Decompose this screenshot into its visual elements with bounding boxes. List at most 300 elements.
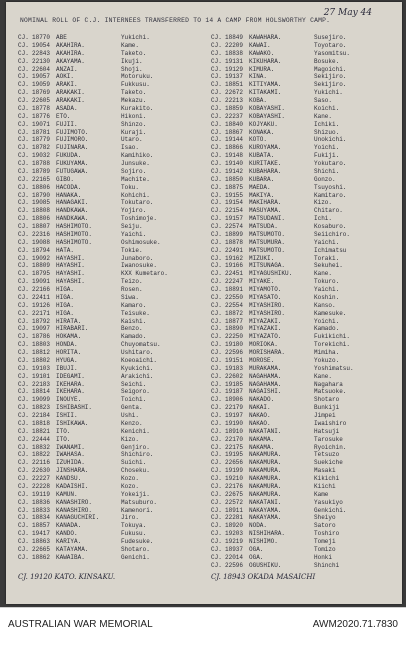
entry-number: 22014 <box>225 553 244 561</box>
entry-prefix: CJ. <box>211 215 222 223</box>
roll-entry <box>211 475 401 483</box>
roll-entry <box>18 396 208 404</box>
entry-number: 18862 <box>32 553 51 561</box>
entry-prefix: CJ. <box>211 325 222 333</box>
entry-number: 18863 <box>32 538 51 545</box>
entry-prefix: CJ. <box>211 482 222 490</box>
roll-entry <box>18 58 208 66</box>
entry-number: 22665 <box>32 545 51 553</box>
entry-prefix: CJ. <box>18 278 29 286</box>
entry-surname: OGUSHIKU. <box>249 561 282 569</box>
roll-entry <box>18 144 208 152</box>
entry-given-name: Ichimatsu <box>314 246 347 254</box>
entry-number: 18808 <box>32 207 51 215</box>
entry-number: 18778 <box>32 104 51 112</box>
roll-entry <box>18 199 208 207</box>
entry-given-name: Susejiro. <box>314 34 347 41</box>
roll-entry <box>211 286 401 294</box>
roll-entry <box>18 428 208 436</box>
entry-number: 18809 <box>32 262 51 270</box>
entry-prefix: CJ. <box>211 490 222 498</box>
entry-surname: HIGA. <box>56 286 75 293</box>
entry-given-name: Kane. <box>314 372 333 380</box>
entry-number: 19071 <box>32 120 51 128</box>
entry-given-name: Kurakito. <box>121 104 154 112</box>
entry-surname: KANASHIRO. <box>56 506 93 514</box>
roll-entry <box>18 168 208 176</box>
roll-entry <box>18 499 208 507</box>
entry-prefix: CJ. <box>18 144 29 152</box>
entry-number: 19091 <box>32 278 51 286</box>
entry-number: 19199 <box>225 467 244 475</box>
roll-entry <box>211 129 401 137</box>
entry-surname: IWANAMI. <box>56 443 85 451</box>
entry-surname: NAKAMA. <box>249 443 275 451</box>
entry-given-name: Kamesuke. <box>314 309 347 317</box>
entry-surname: HANDKAWA. <box>56 207 89 215</box>
entry-prefix: CJ. <box>211 419 222 427</box>
entry-number: 22171 <box>32 309 51 317</box>
entry-given-name: Kyukichi. <box>121 364 154 372</box>
entry-surname: HAYASHI. <box>56 262 85 270</box>
entry-surname: KOBA. <box>249 97 268 104</box>
entry-prefix: CJ. <box>211 246 222 254</box>
entry-given-name: Kamenori. <box>121 506 154 514</box>
entry-surname: KITIYAMA. <box>249 81 282 89</box>
entry-prefix: CJ. <box>18 419 29 427</box>
entry-prefix: CJ. <box>211 404 222 412</box>
roll-entry <box>211 176 401 184</box>
entry-given-name: Kaishi. <box>121 317 147 325</box>
entry-number: 22179 <box>225 404 244 412</box>
entry-surname: NAKADO. <box>249 396 275 404</box>
entry-prefix: CJ. <box>18 238 29 246</box>
entry-surname: MIYAZAKI. <box>249 317 282 325</box>
roll-entry <box>211 499 401 507</box>
entry-number: 19144 <box>225 136 244 144</box>
entry-number: 18769 <box>32 89 51 97</box>
entry-surname: NAKAMURA. <box>249 451 282 459</box>
entry-given-name: Tokuya. <box>121 522 147 530</box>
entry-surname: NAKAYAMA. <box>249 506 282 514</box>
entry-given-name: Koshin. <box>314 293 340 301</box>
entry-prefix: CJ. <box>211 364 222 372</box>
entry-surname: MAKIYA. <box>249 191 275 199</box>
entry-given-name: Kizo. <box>314 199 333 207</box>
entry-given-name: Ichi. <box>314 215 333 223</box>
entry-given-name: Fukkusu. <box>121 81 150 89</box>
entry-given-name: Unokichi. <box>314 136 347 144</box>
entry-number: 18803 <box>32 341 51 349</box>
entry-surname: KANADA. <box>56 522 82 530</box>
entry-given-name: Sekijiro. <box>314 81 347 89</box>
entry-number: 22316 <box>32 230 51 238</box>
entry-number: 19131 <box>225 57 244 65</box>
entry-number: 18875 <box>225 183 244 191</box>
roll-entry <box>211 530 401 538</box>
entry-given-name: Mekazu. <box>121 97 147 104</box>
roll-entry <box>18 475 208 483</box>
entry-number: 19119 <box>32 490 51 498</box>
entry-prefix: CJ. <box>18 522 29 530</box>
entry-surname: FUJIMORO. <box>56 136 89 144</box>
roll-entry <box>211 270 401 278</box>
entry-prefix: CJ. <box>18 81 29 89</box>
entry-prefix: CJ. <box>211 128 222 136</box>
roll-entry <box>211 184 401 192</box>
entry-prefix: CJ. <box>211 356 222 364</box>
entry-given-name: Kame <box>314 490 329 498</box>
entry-given-name: Kikichi <box>314 475 340 482</box>
entry-prefix: CJ. <box>18 333 29 341</box>
roll-entry <box>18 121 208 129</box>
entry-number: 19155 <box>225 191 244 199</box>
roll-entry <box>211 121 401 129</box>
roll-entry <box>18 357 208 365</box>
entry-surname: HIGA. <box>56 309 75 317</box>
entry-given-name: Isao. <box>121 144 140 152</box>
entry-number: 22604 <box>32 65 51 73</box>
roll-entry <box>18 310 208 318</box>
entry-number: 19187 <box>225 388 244 396</box>
entry-surname: HYUGA. <box>56 356 78 364</box>
roll-entry <box>211 514 401 522</box>
entry-surname: HAYASHI. <box>56 254 85 262</box>
entry-given-name: Sekijiro. <box>314 73 347 81</box>
entry-prefix: CJ. <box>18 223 29 230</box>
entry-prefix: CJ. <box>18 538 29 545</box>
entry-prefix: CJ. <box>211 467 222 475</box>
roll-entry <box>211 239 401 247</box>
roll-entry <box>18 239 208 247</box>
entry-surname: ARAKAKI. <box>56 97 85 104</box>
entry-surname: KURITAKE. <box>249 160 282 167</box>
entry-prefix: CJ. <box>18 356 29 364</box>
entry-prefix: CJ. <box>18 65 29 73</box>
entry-given-name: Tokie. <box>121 246 143 254</box>
entry-prefix: CJ. <box>211 270 222 278</box>
roll-entry <box>211 381 401 389</box>
entry-surname: KUROYAMA. <box>249 144 282 152</box>
entry-prefix: CJ. <box>18 262 29 270</box>
entry-number: 18849 <box>225 34 244 41</box>
entry-number: 18781 <box>32 128 51 136</box>
entry-prefix: CJ. <box>18 451 29 459</box>
entry-number: 18814 <box>32 388 51 396</box>
entry-surname: NAKAMURA. <box>249 467 282 475</box>
entry-given-name: Kenzo. <box>121 419 143 427</box>
entry-prefix: CJ. <box>211 41 222 49</box>
roll-entry <box>18 420 208 428</box>
entry-given-name: Hikoni. <box>121 112 147 120</box>
roll-entry <box>211 467 401 475</box>
entry-number: 22605 <box>32 97 51 104</box>
entry-given-name: Kiichi <box>314 482 336 490</box>
entry-prefix: CJ. <box>18 506 29 514</box>
handwritten-entry-left: CJ. 19120 KATO. KINSAKU. <box>18 573 116 581</box>
entry-surname: NAGAHAMA. <box>249 372 282 380</box>
entry-prefix: CJ. <box>18 301 29 309</box>
entry-prefix: CJ. <box>18 380 29 388</box>
roll-entry <box>18 554 208 562</box>
entry-number: 19157 <box>225 215 244 223</box>
entry-number: 19092 <box>32 254 51 262</box>
roll-entry <box>211 522 401 530</box>
roll-entry <box>211 373 401 381</box>
entry-given-name: Koeoaichi. <box>121 356 158 364</box>
entry-prefix: CJ. <box>211 254 222 262</box>
entry-given-name: Torekichi. <box>314 341 351 349</box>
entry-surname: NAKAMURA. <box>249 459 282 467</box>
entry-given-name: Kanso. <box>314 301 336 309</box>
roll-entry <box>18 349 208 357</box>
roll-entry <box>18 152 208 160</box>
entry-surname: KANDO. <box>56 530 78 538</box>
roll-entry <box>211 412 401 420</box>
entry-number: 18782 <box>32 144 51 152</box>
entry-given-name: Yaichi. <box>314 286 340 293</box>
entry-given-name: Iwanosuke. <box>121 262 158 270</box>
roll-entry <box>211 81 401 89</box>
entry-given-name: Fukusu. <box>121 530 147 538</box>
roll-entry <box>211 318 401 326</box>
roll-entry <box>18 459 208 467</box>
roll-entry <box>18 160 208 168</box>
entry-prefix: CJ. <box>211 65 222 73</box>
entry-number: 22596 <box>225 561 244 569</box>
entry-prefix: CJ. <box>18 309 29 317</box>
roll-entry <box>211 89 401 97</box>
entry-surname: ARAKI. <box>56 81 78 89</box>
entry-prefix: CJ. <box>18 396 29 404</box>
entry-prefix: CJ. <box>18 427 29 435</box>
entry-surname: NAKAMURA. <box>249 482 282 490</box>
entry-surname: MAKIHARA. <box>249 199 282 207</box>
entry-prefix: CJ. <box>18 246 29 254</box>
roll-entry <box>211 255 401 263</box>
entry-prefix: CJ. <box>211 459 222 467</box>
entry-surname: NISHIMO. <box>249 538 278 545</box>
entry-number: 19203 <box>225 530 244 538</box>
entry-given-name: Shoji. <box>121 65 143 73</box>
entry-surname: NAKAMURA. <box>249 475 282 482</box>
handwritten-entry-right: CJ. 18943 OKADA MASAICHI <box>211 573 316 581</box>
entry-surname: KOBAYASHI. <box>249 104 286 112</box>
entry-number: 18891 <box>225 286 244 293</box>
entry-surname: MATSUMOTO. <box>249 246 286 254</box>
entry-surname: NAGAISHI. <box>249 388 282 396</box>
entry-number: 19059 <box>32 81 51 89</box>
entry-given-name: Mimiha. <box>314 349 340 356</box>
entry-prefix: CJ. <box>18 128 29 136</box>
entry-prefix: CJ. <box>211 475 222 482</box>
entry-surname: HASHIMOTO. <box>56 230 93 238</box>
entry-given-name: Sekuhei. <box>314 262 343 270</box>
entry-number: 22596 <box>225 349 244 356</box>
entry-prefix: CJ. <box>211 388 222 396</box>
entry-prefix: CJ. <box>18 160 29 167</box>
roll-entry <box>18 81 208 89</box>
entry-prefix: CJ. <box>18 530 29 538</box>
entry-surname: AOKI. <box>56 73 75 81</box>
entry-number: 18812 <box>32 349 51 356</box>
entry-number: 18823 <box>32 404 51 412</box>
entry-number: 22491 <box>225 246 244 254</box>
entry-prefix: CJ. <box>18 459 29 467</box>
entry-surname: HOKAMA. <box>56 333 82 341</box>
entry-given-name: Shichi. <box>314 167 340 175</box>
entry-prefix: CJ. <box>211 538 222 545</box>
entry-given-name: Kame. <box>121 41 140 49</box>
entry-surname: NAKAO. <box>249 419 271 427</box>
entry-given-name: Junaboro. <box>121 254 154 262</box>
entry-prefix: CJ. <box>211 293 222 301</box>
entry-prefix: CJ. <box>18 467 29 475</box>
entry-surname: KOJYAKU. <box>249 120 278 128</box>
entry-prefix: CJ. <box>211 301 222 309</box>
roll-entry <box>18 113 208 121</box>
entry-surname: MATSUMOTO. <box>249 230 286 238</box>
entry-number: 19140 <box>225 160 244 167</box>
entry-number: 18792 <box>32 317 51 325</box>
entry-given-name: Kamitaro. <box>314 191 347 199</box>
entry-surname: AKAHIRA. <box>56 41 85 49</box>
roll-entry <box>211 247 401 255</box>
roll-entry <box>18 507 208 515</box>
entry-prefix: CJ. <box>211 317 222 325</box>
entry-number: 19417 <box>32 530 51 538</box>
entry-surname: NAKATANI. <box>249 427 282 435</box>
entry-prefix: CJ. <box>211 451 222 459</box>
roll-entry <box>211 325 401 333</box>
roll-entry <box>211 223 401 231</box>
roll-entry <box>211 144 401 152</box>
entry-number: 18776 <box>32 112 51 120</box>
roll-entry <box>211 66 401 74</box>
roll-entry <box>211 554 401 562</box>
entry-prefix: CJ. <box>211 167 222 175</box>
left-column <box>18 34 208 562</box>
roll-entry <box>18 294 208 302</box>
roll-entry <box>211 73 401 81</box>
entry-surname: NAGAHAMA. <box>249 380 282 388</box>
entry-prefix: CJ. <box>211 136 222 144</box>
entry-given-name: Toshiro <box>314 530 340 538</box>
entry-number: 18910 <box>225 427 244 435</box>
entry-prefix: CJ. <box>211 286 222 293</box>
entry-given-name: Nagahara <box>314 380 343 388</box>
roll-entry <box>211 58 401 66</box>
document-title: NOMINAL ROLL OF C.J. INTERNEES TRANSFERRED TO 14 A CAMP FROM HOLSWORTHY CAMP. <box>20 17 331 24</box>
roll-entry <box>211 333 401 341</box>
entry-number: 22411 <box>32 293 51 301</box>
entry-prefix: CJ. <box>18 435 29 443</box>
roll-entry <box>18 184 208 192</box>
entry-number: 19210 <box>225 475 244 482</box>
entry-prefix: CJ. <box>18 341 29 349</box>
roll-entry <box>211 444 401 452</box>
entry-number: 18806 <box>32 183 51 191</box>
entry-surname: HANDKAWA. <box>56 215 89 223</box>
roll-entry <box>211 349 401 357</box>
entry-surname: ITO. <box>56 427 71 435</box>
roll-entry <box>211 538 401 546</box>
entry-prefix: CJ. <box>211 112 222 120</box>
entry-given-name: Yojiro. <box>121 207 147 215</box>
entry-given-name: Shinchi <box>314 561 340 569</box>
entry-number: 22843 <box>32 49 51 57</box>
entry-surname: HIRABARI. <box>56 325 89 333</box>
entry-number: 18877 <box>225 317 244 325</box>
entry-given-name: Seiju. <box>121 223 143 230</box>
entry-surname: ASADA. <box>56 104 78 112</box>
entry-number: 18859 <box>225 104 244 112</box>
entry-given-name: Tetsuzo <box>314 451 340 459</box>
entry-given-name: Siwa. <box>121 293 140 301</box>
entry-surname: HASHIMOTO. <box>56 238 93 246</box>
entry-given-name: Yokutaro. <box>314 160 347 167</box>
entry-given-name: Taketo. <box>121 89 147 97</box>
roll-entry <box>18 530 208 538</box>
entry-surname: NAKAMA. <box>249 435 275 443</box>
entry-number: 19054 <box>32 41 51 49</box>
entry-prefix: CJ. <box>18 325 29 333</box>
entry-surname: FUKUYAMA. <box>56 160 89 167</box>
entry-prefix: CJ. <box>211 175 222 183</box>
entry-prefix: CJ. <box>211 506 222 514</box>
entry-given-name: Kamado. <box>121 333 147 341</box>
roll-entry <box>18 451 208 459</box>
entry-surname: ANZAI. <box>56 65 78 73</box>
entry-prefix: CJ. <box>211 160 222 167</box>
entry-surname: JINSHARA. <box>56 467 89 475</box>
entry-prefix: CJ. <box>18 104 29 112</box>
entry-surname: MORIOKA. <box>249 341 278 349</box>
entry-given-name: Iwaishiro <box>314 419 347 427</box>
entry-number: 19148 <box>225 152 244 160</box>
entry-number: 22209 <box>225 41 244 49</box>
entry-given-name: Seigoro. <box>121 388 150 396</box>
entry-given-name: Kane. <box>314 270 333 278</box>
entry-surname: KIKUHARA. <box>249 57 282 65</box>
roll-entry <box>211 420 401 428</box>
entry-surname: HAYASHI. <box>56 270 85 278</box>
entry-given-name: Yokuzo. <box>314 356 340 364</box>
entry-surname: IBUJI. <box>56 364 78 372</box>
entry-number: 22130 <box>32 57 51 65</box>
roll-entry <box>18 436 208 444</box>
entry-prefix: CJ. <box>18 183 29 191</box>
entry-number: 18821 <box>32 427 51 435</box>
entry-number: 18789 <box>32 167 51 175</box>
entry-given-name: Sheiyo <box>314 514 336 522</box>
footer-reference: AWM2020.71.7830 <box>312 619 398 630</box>
entry-surname: HANAGAKI. <box>56 199 89 207</box>
entry-surname: FUJIMOTO. <box>56 128 89 136</box>
entry-number: 19151 <box>225 356 244 364</box>
entry-prefix: CJ. <box>18 412 29 419</box>
entry-prefix: CJ. <box>18 175 29 183</box>
entry-number: 22247 <box>225 278 244 286</box>
entry-number: 22675 <box>225 490 244 498</box>
entry-number: 18770 <box>32 34 51 41</box>
entry-prefix: CJ. <box>211 104 222 112</box>
entry-given-name: Magoichi. <box>314 65 347 73</box>
entry-surname: FUJII. <box>56 120 78 128</box>
entry-surname: MASUYAMA. <box>249 207 282 215</box>
entry-prefix: CJ. <box>211 514 222 522</box>
entry-surname: KAWAHARA. <box>249 34 282 41</box>
